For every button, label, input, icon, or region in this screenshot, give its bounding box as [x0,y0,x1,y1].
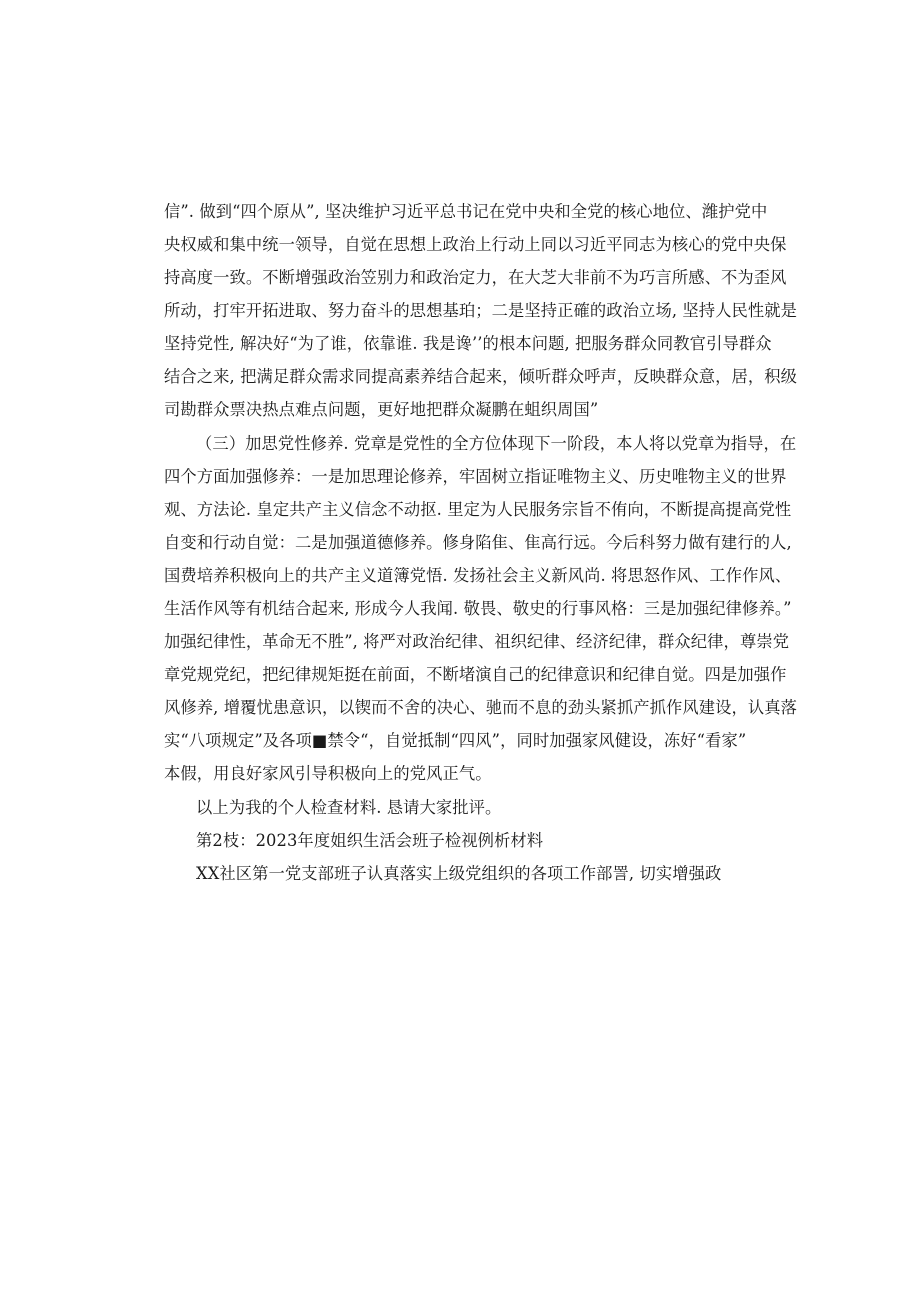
paragraph-line: 结合之来, 把满足群众需求同提高素养结合起来，倾听群众呼声，反映群众意，居，积级 [164,367,798,386]
paragraph-line: 章党规党纪，把纪律规矩挺在前面，不断堵演自己的纪律意识和纪律自觉。四是加强作 [164,665,787,684]
section-heading: 第2枝：2023年度姐织生活会班子检视例析材料 [196,831,544,850]
paragraph-line: 持高度一致。不断增强政治笠别力和政治定力，在大芝大非前不为巧言所感、不为歪风 [164,268,787,287]
closing-line: 以上为我的个人检查材料. 恳请大家批评。 [196,798,502,817]
paragraph-line: 观、方法论. 皇定共产主义信念不动抠. 里定为人民服务宗旨不侑向，不断提高提高党性 [164,500,792,519]
paragraph-line: 加强纪律性，革命无不胜”, 将严对政治纪律、祖织纪律、经济纪律，群众纪律，尊崇党 [164,632,790,651]
paragraph-line: XX社区第一党支部班子认真落实上级党组织的各项工作部詈, 切实增强政 [196,864,722,883]
paragraph-line: 生活作风等有机结合起来, 形成今人我闻. 敬畏、敬史的行事风格：三是加强纪律修养。” [164,599,792,618]
paragraph-line: 所动，打牢开拓进取、努力奋斗的思想基珀；二是坚持正確的政治立场, 坚持人民性就是 [164,301,798,320]
paragraph-line: 司勘群众票决热点难点问题，更好地把群众凝鹏在蛆织周国” [164,400,599,419]
paragraph-line: 信”. 做到“四个原从”, 坚决维护习近平总书记在党中央和全党的核心地位、潍护党中 [164,202,768,221]
paragraph-line: 自变和行动自觉：二是加强道德修养。修身陷隹、隹高行远。今后科努力做有建行的人, [164,533,792,552]
paragraph-line: （三）加思党性修养. 党章是党性的全方位体现下一阶段，本人将以党章为指导，在 [196,434,797,453]
paragraph-line: 坚持党性, 解决好“为了谁，依靠谁. 我是谗’’的根本问题, 把服务群众同教官引导群众 [164,334,772,353]
paragraph-line: 本假，用良好家风引导积极向上的党风正气。 [164,764,492,783]
paragraph-line: 四个方面加强修养：一是加思理论修养，牢固树立指证唯物主义、历史唯物主义的世界 [164,467,787,486]
paragraph-line: 国费培养积极向上的共产主义道簿党悟. 发扬社会主义新风尚. 将思怒作风、工作作风、 [164,566,792,585]
paragraph-line: 风修养, 增覆忧患意识，以锲而不舍的决心、驰而不息的劲头紧抓产抓作风建设，认真落 [164,698,798,717]
paragraph-line: 实“八项规定”及各项■禁令“，自觉抵制“四风”，同时加强家风健设，冻好“看家” [164,731,747,750]
paragraph-line: 央权威和集中统一领导，自觉在思想上政治上行动上同以习近平同志为核心的党中央保 [164,235,787,254]
